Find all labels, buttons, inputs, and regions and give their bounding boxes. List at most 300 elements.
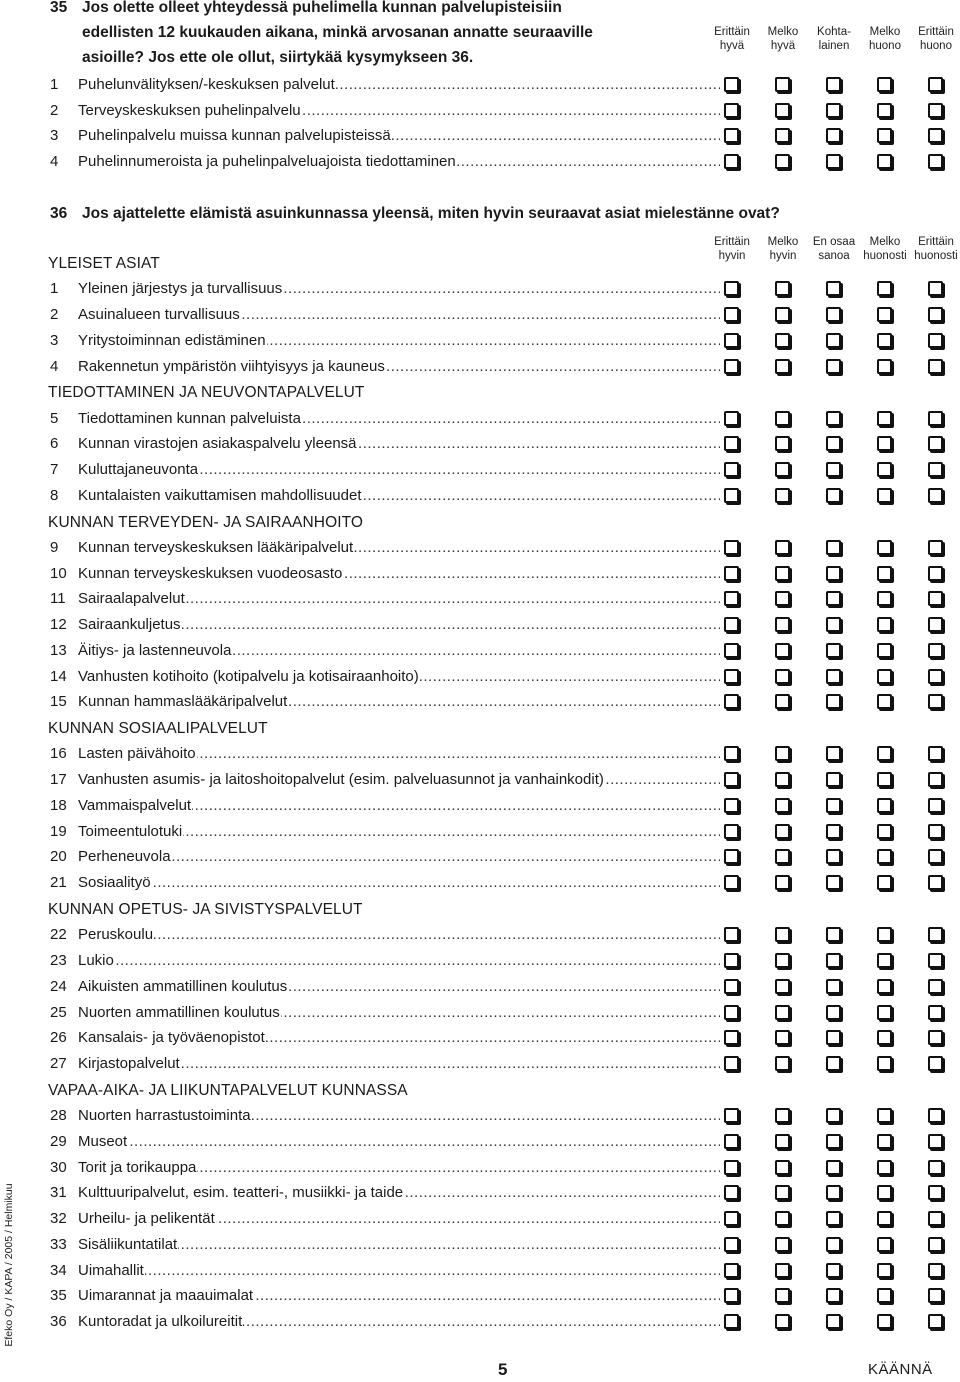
item-label <box>78 588 720 610</box>
item-label <box>78 950 720 972</box>
rating-checkbox[interactable] <box>775 772 790 787</box>
rating-checkbox[interactable] <box>877 1211 892 1226</box>
item-label-text: Vanhusten kotihoito (kotipalvelu ja kotisairaanhoito) <box>78 667 419 685</box>
rating-checkbox[interactable] <box>826 1288 841 1303</box>
item-label-text: Vammaispalvelut <box>78 796 192 814</box>
rating-checkbox[interactable] <box>724 1237 739 1252</box>
rating-checkbox[interactable] <box>775 488 790 503</box>
rating-checkbox[interactable] <box>826 103 841 118</box>
rating-checkbox[interactable] <box>877 1314 892 1329</box>
item-label-text: Rakennetun ympäristön viihtyisyys ja kauneus <box>78 357 385 375</box>
rating-checkbox[interactable] <box>928 1056 943 1071</box>
item-number: 3 <box>50 331 59 349</box>
rating-checkbox[interactable] <box>928 1134 943 1149</box>
rating-checkbox[interactable] <box>826 979 841 994</box>
rating-checkbox[interactable] <box>928 77 943 92</box>
item-label-text: Lasten päivähoito <box>78 745 196 763</box>
rating-checkbox[interactable] <box>826 411 841 426</box>
list-item <box>50 640 720 662</box>
rating-checkbox[interactable] <box>775 281 790 296</box>
question-number: 35 <box>50 0 68 16</box>
column-header-line: huonosti <box>914 250 958 262</box>
rating-checkbox[interactable] <box>877 1030 892 1045</box>
rating-checkbox[interactable] <box>928 979 943 994</box>
rating-checkbox[interactable] <box>826 927 841 942</box>
rating-checkbox[interactable] <box>826 643 841 658</box>
rating-checkbox[interactable] <box>826 772 841 787</box>
item-label <box>78 1131 720 1153</box>
item-number: 18 <box>50 796 67 814</box>
rating-checkbox[interactable] <box>877 849 892 864</box>
rating-checkbox[interactable] <box>877 927 892 942</box>
list-item <box>50 1234 720 1256</box>
rating-checkbox[interactable] <box>724 694 739 709</box>
list-item <box>50 1131 720 1153</box>
page-number: 5 <box>498 1360 508 1379</box>
rating-checkbox[interactable] <box>724 359 739 374</box>
rating-checkbox[interactable] <box>775 617 790 632</box>
rating-checkbox[interactable] <box>775 154 790 169</box>
rating-checkbox[interactable] <box>775 1263 790 1278</box>
rating-checkbox[interactable] <box>877 1005 892 1020</box>
list-item <box>50 691 720 713</box>
rating-checkbox[interactable] <box>724 281 739 296</box>
rating-checkbox[interactable] <box>928 953 943 968</box>
rating-checkbox[interactable] <box>877 566 892 581</box>
rating-checkbox[interactable] <box>775 462 790 477</box>
list-item <box>50 666 720 688</box>
rating-checkbox[interactable] <box>775 1237 790 1252</box>
rating-checkbox[interactable] <box>877 979 892 994</box>
rating-checkbox[interactable] <box>928 643 943 658</box>
rating-checkbox[interactable] <box>724 953 739 968</box>
rating-checkbox[interactable] <box>724 1160 739 1175</box>
rating-checkbox[interactable] <box>826 359 841 374</box>
item-label <box>78 125 720 147</box>
rating-checkbox[interactable] <box>775 1288 790 1303</box>
rating-checkbox[interactable] <box>877 436 892 451</box>
rating-checkbox[interactable] <box>775 1314 790 1329</box>
rating-checkbox[interactable] <box>724 824 739 839</box>
item-number: 30 <box>50 1158 67 1176</box>
rating-checkbox[interactable] <box>775 1134 790 1149</box>
rating-checkbox[interactable] <box>826 824 841 839</box>
item-label <box>78 1234 720 1256</box>
item-label-text: Äitiys- ja lastenneuvola <box>78 641 232 659</box>
rating-checkbox[interactable] <box>877 77 892 92</box>
rating-checkbox[interactable] <box>928 875 943 890</box>
column-header-line: Melko <box>767 236 799 248</box>
rating-checkbox[interactable] <box>928 281 943 296</box>
rating-checkbox[interactable] <box>775 359 790 374</box>
rating-checkbox[interactable] <box>724 154 739 169</box>
rating-checkbox[interactable] <box>724 1288 739 1303</box>
rating-checkbox[interactable] <box>928 154 943 169</box>
item-label-text: Nuorten harrastustoiminta <box>78 1107 251 1125</box>
item-label <box>78 666 720 688</box>
rating-checkbox[interactable] <box>826 1185 841 1200</box>
rating-checkbox[interactable] <box>826 1314 841 1329</box>
rating-checkbox[interactable] <box>826 281 841 296</box>
item-label <box>78 459 720 481</box>
list-item <box>50 950 720 972</box>
rating-checkbox[interactable] <box>775 566 790 581</box>
item-number: 15 <box>50 693 67 711</box>
rating-checkbox[interactable] <box>724 1030 739 1045</box>
rating-checkbox[interactable] <box>928 1160 943 1175</box>
rating-checkbox[interactable] <box>724 669 739 684</box>
item-label-text: Kunnan hammaslääkäripalvelut <box>78 693 288 711</box>
question-text-line: Jos olette olleet yhteydessä puhelimella kunnan palvelupisteisiin <box>82 0 562 16</box>
rating-checkbox[interactable] <box>928 617 943 632</box>
rating-checkbox[interactable] <box>724 643 739 658</box>
rating-checkbox[interactable] <box>877 824 892 839</box>
list-item <box>50 356 720 378</box>
rating-checkbox[interactable] <box>877 1263 892 1278</box>
rating-checkbox[interactable] <box>775 77 790 92</box>
rating-checkbox[interactable] <box>826 1211 841 1226</box>
rating-checkbox[interactable] <box>775 333 790 348</box>
rating-checkbox[interactable] <box>724 128 739 143</box>
rating-checkbox[interactable] <box>826 694 841 709</box>
rating-checkbox[interactable] <box>928 694 943 709</box>
rating-checkbox[interactable] <box>928 436 943 451</box>
list-item <box>50 743 720 765</box>
item-label <box>78 100 720 122</box>
rating-checkbox[interactable] <box>775 875 790 890</box>
rating-checkbox[interactable] <box>826 953 841 968</box>
rating-checkbox[interactable] <box>877 1288 892 1303</box>
item-label-text: Vanhusten asumis- ja laitoshoitopalvelut (esim. palveluasunnot ja vanhainkodit) <box>78 771 604 789</box>
item-label-text: Kirjastopalvelut <box>78 1055 180 1072</box>
rating-checkbox[interactable] <box>928 824 943 839</box>
item-label <box>78 356 720 378</box>
rating-checkbox[interactable] <box>877 953 892 968</box>
rating-checkbox[interactable] <box>877 154 892 169</box>
item-number: 36 <box>50 1313 67 1331</box>
rating-checkbox[interactable] <box>826 1056 841 1071</box>
list-item <box>50 1182 720 1204</box>
rating-checkbox[interactable] <box>826 488 841 503</box>
rating-checkbox[interactable] <box>877 333 892 348</box>
item-label-text: Sairaalapalvelut <box>78 590 185 608</box>
rating-checkbox[interactable] <box>877 1185 892 1200</box>
rating-checkbox[interactable] <box>724 1134 739 1149</box>
rating-checkbox[interactable] <box>928 746 943 761</box>
rating-checkbox[interactable] <box>928 307 943 322</box>
rating-checkbox[interactable] <box>724 411 739 426</box>
item-label-text: Torit ja torikauppa <box>78 1158 197 1176</box>
item-number: 31 <box>50 1184 67 1202</box>
rating-checkbox[interactable] <box>877 488 892 503</box>
list-item <box>50 433 720 455</box>
item-number: 23 <box>50 952 67 969</box>
rating-checkbox[interactable] <box>826 462 841 477</box>
rating-checkbox[interactable] <box>826 436 841 451</box>
rating-checkbox[interactable] <box>877 103 892 118</box>
list-item <box>50 278 720 300</box>
rating-checkbox[interactable] <box>928 849 943 864</box>
rating-checkbox[interactable] <box>877 772 892 787</box>
column-header-line: hyvin <box>769 250 797 262</box>
section-heading: KUNNAN SOSIAALIPALVELUT <box>48 720 268 738</box>
rating-checkbox[interactable] <box>826 746 841 761</box>
item-number: 13 <box>50 641 67 659</box>
rating-checkbox[interactable] <box>826 77 841 92</box>
rating-checkbox[interactable] <box>928 1108 943 1123</box>
rating-checkbox[interactable] <box>724 1108 739 1123</box>
item-label-text: Kuntoradat ja ulkoilureitit <box>78 1313 243 1331</box>
rating-checkbox[interactable] <box>826 1160 841 1175</box>
rating-checkbox[interactable] <box>724 566 739 581</box>
rating-checkbox[interactable] <box>928 128 943 143</box>
rating-checkbox[interactable] <box>826 333 841 348</box>
rating-checkbox[interactable] <box>877 669 892 684</box>
rating-checkbox[interactable] <box>826 591 841 606</box>
item-label-text: Kunnan terveyskeskuksen lääkäripalvelut <box>78 538 354 556</box>
rating-checkbox[interactable] <box>724 77 739 92</box>
rating-checkbox[interactable] <box>877 617 892 632</box>
item-label <box>78 563 720 585</box>
rating-checkbox[interactable] <box>928 1005 943 1020</box>
rating-checkbox[interactable] <box>928 1288 943 1303</box>
item-label <box>78 485 720 507</box>
rating-checkbox[interactable] <box>877 462 892 477</box>
section-heading: KUNNAN OPETUS- JA SIVISTYSPALVELUT <box>48 900 363 918</box>
rating-checkbox[interactable] <box>775 1056 790 1071</box>
item-label-text: Urheilu- ja pelikentät <box>78 1210 215 1228</box>
rating-checkbox[interactable] <box>928 669 943 684</box>
rating-checkbox[interactable] <box>928 927 943 942</box>
rating-checkbox[interactable] <box>724 617 739 632</box>
rating-checkbox[interactable] <box>775 798 790 813</box>
rating-checkbox[interactable] <box>928 1314 943 1329</box>
rating-checkbox[interactable] <box>928 103 943 118</box>
list-item <box>50 1285 720 1307</box>
rating-checkbox[interactable] <box>877 128 892 143</box>
item-label <box>78 304 720 326</box>
rating-checkbox[interactable] <box>877 307 892 322</box>
rating-checkbox[interactable] <box>877 746 892 761</box>
rating-checkbox[interactable] <box>826 307 841 322</box>
rating-checkbox[interactable] <box>775 1185 790 1200</box>
item-label-text: Sairaankuljetus <box>78 616 181 634</box>
list-item <box>50 924 720 946</box>
rating-checkbox[interactable] <box>877 643 892 658</box>
item-label <box>78 924 720 946</box>
rating-checkbox[interactable] <box>724 1005 739 1020</box>
rating-checkbox[interactable] <box>928 566 943 581</box>
item-number: 2 <box>50 306 59 324</box>
rating-checkbox[interactable] <box>724 875 739 890</box>
rating-checkbox[interactable] <box>775 540 790 555</box>
rating-checkbox[interactable] <box>775 1160 790 1175</box>
rating-checkbox[interactable] <box>877 1108 892 1123</box>
rating-checkbox[interactable] <box>724 307 739 322</box>
item-label <box>78 151 720 173</box>
column-header-line: Erittäin <box>918 26 954 38</box>
item-label <box>78 408 720 430</box>
rating-checkbox[interactable] <box>775 1005 790 1020</box>
rating-checkbox[interactable] <box>826 617 841 632</box>
rating-checkbox[interactable] <box>724 772 739 787</box>
rating-checkbox[interactable] <box>775 128 790 143</box>
rating-checkbox[interactable] <box>877 540 892 555</box>
rating-checkbox[interactable] <box>724 1211 739 1226</box>
rating-checkbox[interactable] <box>877 798 892 813</box>
list-item <box>50 846 720 868</box>
rating-checkbox[interactable] <box>928 333 943 348</box>
rating-checkbox[interactable] <box>775 1030 790 1045</box>
rating-checkbox[interactable] <box>775 307 790 322</box>
column-header <box>906 25 960 53</box>
rating-checkbox[interactable] <box>724 1185 739 1200</box>
rating-checkbox[interactable] <box>928 411 943 426</box>
item-number: 35 <box>50 1287 67 1305</box>
rating-checkbox[interactable] <box>724 927 739 942</box>
item-label-text: Aikuisten ammatillinen koulutus <box>78 977 288 995</box>
rating-checkbox[interactable] <box>826 669 841 684</box>
column-header-line: hyvä <box>770 40 796 52</box>
rating-checkbox[interactable] <box>826 154 841 169</box>
rating-checkbox[interactable] <box>928 359 943 374</box>
list-item <box>50 1311 720 1333</box>
rating-checkbox[interactable] <box>826 1263 841 1278</box>
rating-checkbox[interactable] <box>928 540 943 555</box>
rating-checkbox[interactable] <box>775 824 790 839</box>
rating-checkbox[interactable] <box>928 1211 943 1226</box>
rating-checkbox[interactable] <box>724 1056 739 1071</box>
rating-checkbox[interactable] <box>877 1160 892 1175</box>
list-item <box>50 1027 720 1049</box>
rating-checkbox[interactable] <box>826 798 841 813</box>
rating-checkbox[interactable] <box>928 462 943 477</box>
rating-checkbox[interactable] <box>877 281 892 296</box>
section-heading: KUNNAN TERVEYDEN- JA SAIRAANHOITO <box>48 513 364 531</box>
rating-checkbox[interactable] <box>724 1263 739 1278</box>
item-label <box>78 640 720 662</box>
rating-checkbox[interactable] <box>775 746 790 761</box>
item-label-text: Toimeentulotuki <box>78 822 183 840</box>
rating-checkbox[interactable] <box>928 1237 943 1252</box>
rating-checkbox[interactable] <box>775 694 790 709</box>
item-label-text: Perheneuvola <box>78 848 171 866</box>
rating-checkbox[interactable] <box>775 591 790 606</box>
list-item <box>50 408 720 430</box>
rating-checkbox[interactable] <box>724 849 739 864</box>
rating-checkbox[interactable] <box>724 746 739 761</box>
rating-checkbox[interactable] <box>775 669 790 684</box>
item-label-text: Kuluttajaneuvonta <box>78 461 199 479</box>
rating-checkbox[interactable] <box>928 772 943 787</box>
rating-checkbox[interactable] <box>724 103 739 118</box>
rating-checkbox[interactable] <box>724 591 739 606</box>
list-item <box>50 151 720 173</box>
rating-checkbox[interactable] <box>724 798 739 813</box>
rating-checkbox[interactable] <box>877 411 892 426</box>
item-number: 26 <box>50 1029 67 1047</box>
item-number: 33 <box>50 1235 67 1253</box>
rating-checkbox[interactable] <box>826 1108 841 1123</box>
rating-checkbox[interactable] <box>826 128 841 143</box>
rating-checkbox[interactable] <box>928 591 943 606</box>
rating-checkbox[interactable] <box>775 1211 790 1226</box>
rating-checkbox[interactable] <box>826 849 841 864</box>
rating-checkbox[interactable] <box>928 798 943 813</box>
rating-checkbox[interactable] <box>826 1237 841 1252</box>
item-number: 6 <box>50 435 59 453</box>
rating-checkbox[interactable] <box>928 1185 943 1200</box>
list-item <box>50 769 720 791</box>
rating-checkbox[interactable] <box>928 1263 943 1278</box>
rating-checkbox[interactable] <box>775 979 790 994</box>
column-header-line: Melko <box>869 236 901 248</box>
rating-checkbox[interactable] <box>877 359 892 374</box>
item-label <box>78 872 720 894</box>
rating-checkbox[interactable] <box>775 927 790 942</box>
item-label <box>78 691 720 713</box>
rating-checkbox[interactable] <box>826 566 841 581</box>
section-heading: TIEDOTTAMINEN JA NEUVONTAPALVELUT <box>48 384 365 402</box>
rating-checkbox[interactable] <box>724 462 739 477</box>
column-header-line: huono <box>920 40 952 52</box>
item-label <box>78 1053 720 1075</box>
item-label-text: Kulttuuripalvelut, esim. teatteri-, musiikki- ja taide <box>78 1184 404 1202</box>
column-header-line: Erittäin <box>714 236 750 248</box>
list-item <box>50 1157 720 1179</box>
rating-checkbox[interactable] <box>775 643 790 658</box>
rating-checkbox[interactable] <box>826 1134 841 1149</box>
item-number: 8 <box>50 486 59 504</box>
rating-checkbox[interactable] <box>724 979 739 994</box>
rating-checkbox[interactable] <box>826 1005 841 1020</box>
item-number: 2 <box>50 101 59 119</box>
item-label-text: Puhelunvälityksen/-keskuksen palvelut <box>78 76 335 93</box>
rating-checkbox[interactable] <box>775 411 790 426</box>
list-item <box>50 537 720 559</box>
rating-checkbox[interactable] <box>775 1108 790 1123</box>
rating-checkbox[interactable] <box>724 1314 739 1329</box>
rating-checkbox[interactable] <box>775 436 790 451</box>
rating-checkbox[interactable] <box>775 953 790 968</box>
rating-checkbox[interactable] <box>775 103 790 118</box>
rating-checkbox[interactable] <box>877 1134 892 1149</box>
rating-checkbox[interactable] <box>877 694 892 709</box>
column-header-line: sanoa <box>818 250 850 262</box>
item-label-text: Kansalais- ja työväenopistot <box>78 1029 265 1047</box>
rating-checkbox[interactable] <box>826 875 841 890</box>
list-item <box>50 872 720 894</box>
rating-checkbox[interactable] <box>877 875 892 890</box>
item-number: 9 <box>50 538 59 556</box>
rating-checkbox[interactable] <box>928 488 943 503</box>
item-label <box>78 330 720 352</box>
rating-checkbox[interactable] <box>724 540 739 555</box>
rating-checkbox[interactable] <box>775 849 790 864</box>
item-number: 4 <box>50 357 59 375</box>
list-item <box>50 821 720 843</box>
rating-checkbox[interactable] <box>877 591 892 606</box>
item-number: 10 <box>50 564 67 582</box>
rating-checkbox[interactable] <box>724 436 739 451</box>
rating-checkbox[interactable] <box>877 1056 892 1071</box>
rating-checkbox[interactable] <box>826 1030 841 1045</box>
rating-checkbox[interactable] <box>826 540 841 555</box>
rating-checkbox[interactable] <box>928 1030 943 1045</box>
rating-checkbox[interactable] <box>724 333 739 348</box>
rating-checkbox[interactable] <box>877 1237 892 1252</box>
rating-checkbox[interactable] <box>724 488 739 503</box>
